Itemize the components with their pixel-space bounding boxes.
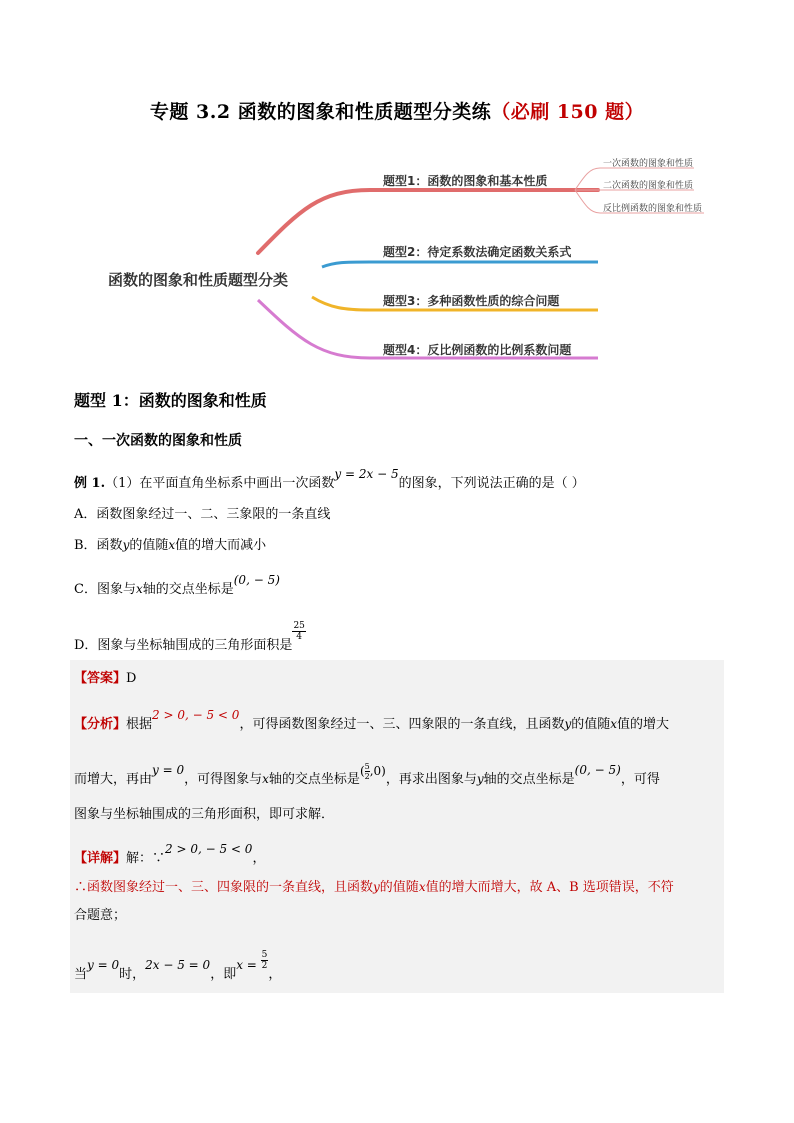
detail-y-eq: y = 0 [87, 958, 120, 972]
analysis-text: ，可得 [620, 772, 660, 787]
branch-label-1: 题型1：函数的图象和基本性质 [383, 174, 548, 188]
analysis-line-2 [74, 762, 660, 789]
detail-var-x: x [418, 880, 426, 894]
answer-tag: 【答案】 [74, 671, 127, 686]
option-b-var-y: y [122, 538, 130, 552]
analysis-text: 轴的交点坐标是 [483, 772, 575, 787]
option-c-point: (0, − 5) [233, 573, 280, 587]
detail-var-y: y [373, 880, 380, 894]
mind-map [0, 140, 794, 380]
option-d-fraction [292, 621, 305, 642]
detail-text: ，即 [210, 967, 237, 982]
title-highlight: （必刷 150 题） [491, 101, 645, 123]
analysis-line-1 [74, 708, 670, 732]
analysis-var-x: x [262, 772, 269, 786]
fraction-denominator: 4 [296, 632, 303, 642]
analysis-text: 而增大，再由 [74, 772, 153, 787]
analysis-text: ，可得图象与 [184, 772, 263, 787]
detail-text: ， [252, 851, 266, 866]
stem-text-a: （1）在平面直角坐标系中画出一次函数 [105, 476, 335, 491]
branch-label-2: 题型2：待定系数法确定函数关系式 [383, 245, 572, 259]
analysis-point-2: (0, − 5) [574, 763, 621, 777]
fraction-numerator: 5 [261, 950, 268, 960]
point-tail: ,0 [369, 764, 382, 778]
branch-line-2 [322, 262, 598, 267]
analysis-text: 轴的交点坐标是 [268, 772, 360, 787]
detail-equation: 2x − 5 = 0 [145, 958, 211, 972]
option-b-var-x: x [168, 538, 176, 552]
option-c-text: C．图象与 [74, 582, 136, 597]
title-main: 专题 3.2 函数的图象和性质题型分类练 [149, 101, 492, 123]
fraction-denominator: 2 [364, 772, 370, 781]
page-title [0, 97, 794, 124]
analysis-y-eq: y = 0 [152, 763, 185, 777]
analysis-var-y: y [476, 772, 484, 786]
option-b-text: 的值随 [129, 538, 169, 553]
detail-text: ∴函数图象经过一、三、四象限的一条直线，且函数 [74, 880, 374, 895]
analysis-text: 值的增大 [617, 717, 670, 732]
detail-text: 当 [74, 967, 88, 982]
answer-value: D [126, 671, 137, 686]
detail-text: 的值随 [379, 880, 419, 895]
detail-text: ， [268, 967, 282, 982]
branch-label-4: 题型4：反比例函数的比例系数问题 [383, 343, 572, 357]
stem-formula: y = 2x − 5 [334, 467, 399, 481]
analysis-text: ，可得函数图象经过一、三、四象限的一条直线，且函数 [239, 717, 565, 732]
analysis-condition: 2 > 0, − 5 < 0 [152, 708, 240, 722]
option-b-text: 值的增大而减小 [175, 538, 267, 553]
branch-label-3: 题型3：多种函数性质的综合问题 [383, 294, 560, 308]
answer-line [74, 667, 136, 686]
detail-x-fraction [261, 950, 269, 971]
detail-condition: 2 > 0, − 5 < 0 [165, 842, 253, 856]
option-a: A．函数图象经过一、二、三象限的一条直线 [74, 507, 331, 522]
sub-label-2: 二次函数的图象和性质 [603, 181, 694, 191]
option-c-text: 轴的交点坐标是 [142, 582, 234, 597]
option-c [74, 573, 280, 597]
detail-line-4 [74, 950, 282, 985]
mind-map-root: 函数的图象和性质题型分类 [108, 271, 289, 289]
analysis-point-fraction: ( $\frac{5}{2}$ ,0) [359, 762, 386, 781]
analysis-text: ，再求出图象与 [385, 772, 477, 787]
fraction-numerator: 25 [293, 621, 305, 631]
example-label: 例 1. [74, 476, 106, 491]
detail-line-1 [74, 842, 266, 866]
option-c-var-x: x [135, 582, 143, 596]
analysis-var-x: x [610, 717, 618, 731]
detail-line-3: 合题意； [74, 908, 127, 923]
sub-label-1: 一次函数的图象和性质 [603, 159, 694, 169]
section-heading: 题型 1：函数的图象和性质 [74, 391, 267, 410]
detail-text: 值的增大而增大，故 A、B 选项错误，不符 [425, 880, 674, 895]
option-b-text: B．函数 [74, 538, 123, 553]
option-d-text: D．图象与坐标轴围成的三角形面积是 [74, 638, 293, 653]
fraction-numerator: 5 [364, 762, 370, 771]
stem-text-b: 的图象，下列说法正确的是（ ） [398, 476, 585, 491]
example-stem [74, 467, 585, 491]
option-b [74, 534, 266, 553]
analysis-line-3: 图象与坐标轴围成的三角形面积，即可求解． [74, 807, 335, 822]
analysis-var-y: y [564, 717, 572, 731]
detail-line-2 [74, 876, 674, 895]
option-d [74, 621, 306, 656]
analysis-text: 的值随 [571, 717, 611, 732]
detail-x-eq: x = [236, 958, 261, 972]
detail-text: 解：∵ [126, 851, 166, 866]
analysis-text: 根据 [126, 717, 153, 732]
analysis-tag: 【分析】 [74, 717, 127, 732]
detail-tag: 【详解】 [74, 851, 127, 866]
sub-label-3: 反比例函数的图象和性质 [603, 204, 703, 214]
detail-text: 时， [119, 967, 146, 982]
section-subheading: 一、一次函数的图象和性质 [74, 433, 242, 449]
fraction-denominator: 2 [261, 961, 268, 971]
